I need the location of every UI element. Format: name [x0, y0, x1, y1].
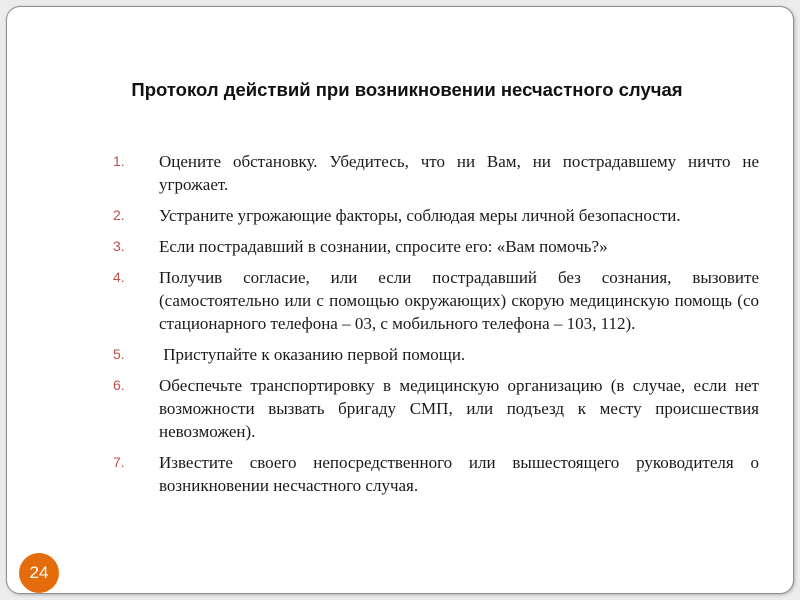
- item-text: Устраните угрожающие факторы, соблюдая меры личной безопасности.: [159, 206, 681, 225]
- item-number: 3.: [113, 238, 125, 254]
- list-item-7: [113, 451, 759, 497]
- list-item-3: [113, 235, 759, 258]
- list-item-2: [113, 204, 759, 227]
- item-number: 5.: [113, 346, 125, 362]
- item-text: Получив согласие, или если пострадавший без сознания, вызовите (самостоятельно или с помощью окружающих) скорую медицинскую помощь (со стационарного телефона – 03, с мобильного телефона – 103, 112).: [159, 268, 759, 333]
- item-text: Оцените обстановку. Убедитесь, что ни Вам, ни пострадавшему ничто не угрожает.: [159, 152, 759, 194]
- item-number: 4.: [113, 269, 125, 285]
- item-text: Известите своего непосредственного или вышестоящего руководителя о возникновении несчастного случая.: [159, 453, 759, 495]
- item-text: Приступайте к оказанию первой помощи.: [159, 345, 466, 364]
- protocol-steps-list: [113, 150, 759, 505]
- item-text: Обеспечьте транспортировку в медицинскую организацию (в случае, если нет возможности вызвать бригаду СМП, или подъезд к месту происшествия невозможен).: [159, 376, 759, 441]
- list-item-5: [113, 343, 759, 366]
- list-item-6: [113, 374, 759, 443]
- page-number-badge: 24: [19, 553, 59, 593]
- list-item-4: [113, 266, 759, 335]
- list-item-1: [113, 150, 759, 196]
- item-text: Если пострадавший в сознании, спросите его: «Вам помочь?»: [159, 237, 608, 256]
- item-number: 7.: [113, 454, 125, 470]
- item-number: 2.: [113, 207, 125, 223]
- slide: [6, 6, 794, 594]
- item-number: 6.: [113, 377, 125, 393]
- slide-title: Протокол действий при возникновении несчастного случая: [131, 79, 683, 100]
- item-number: 1.: [113, 153, 125, 169]
